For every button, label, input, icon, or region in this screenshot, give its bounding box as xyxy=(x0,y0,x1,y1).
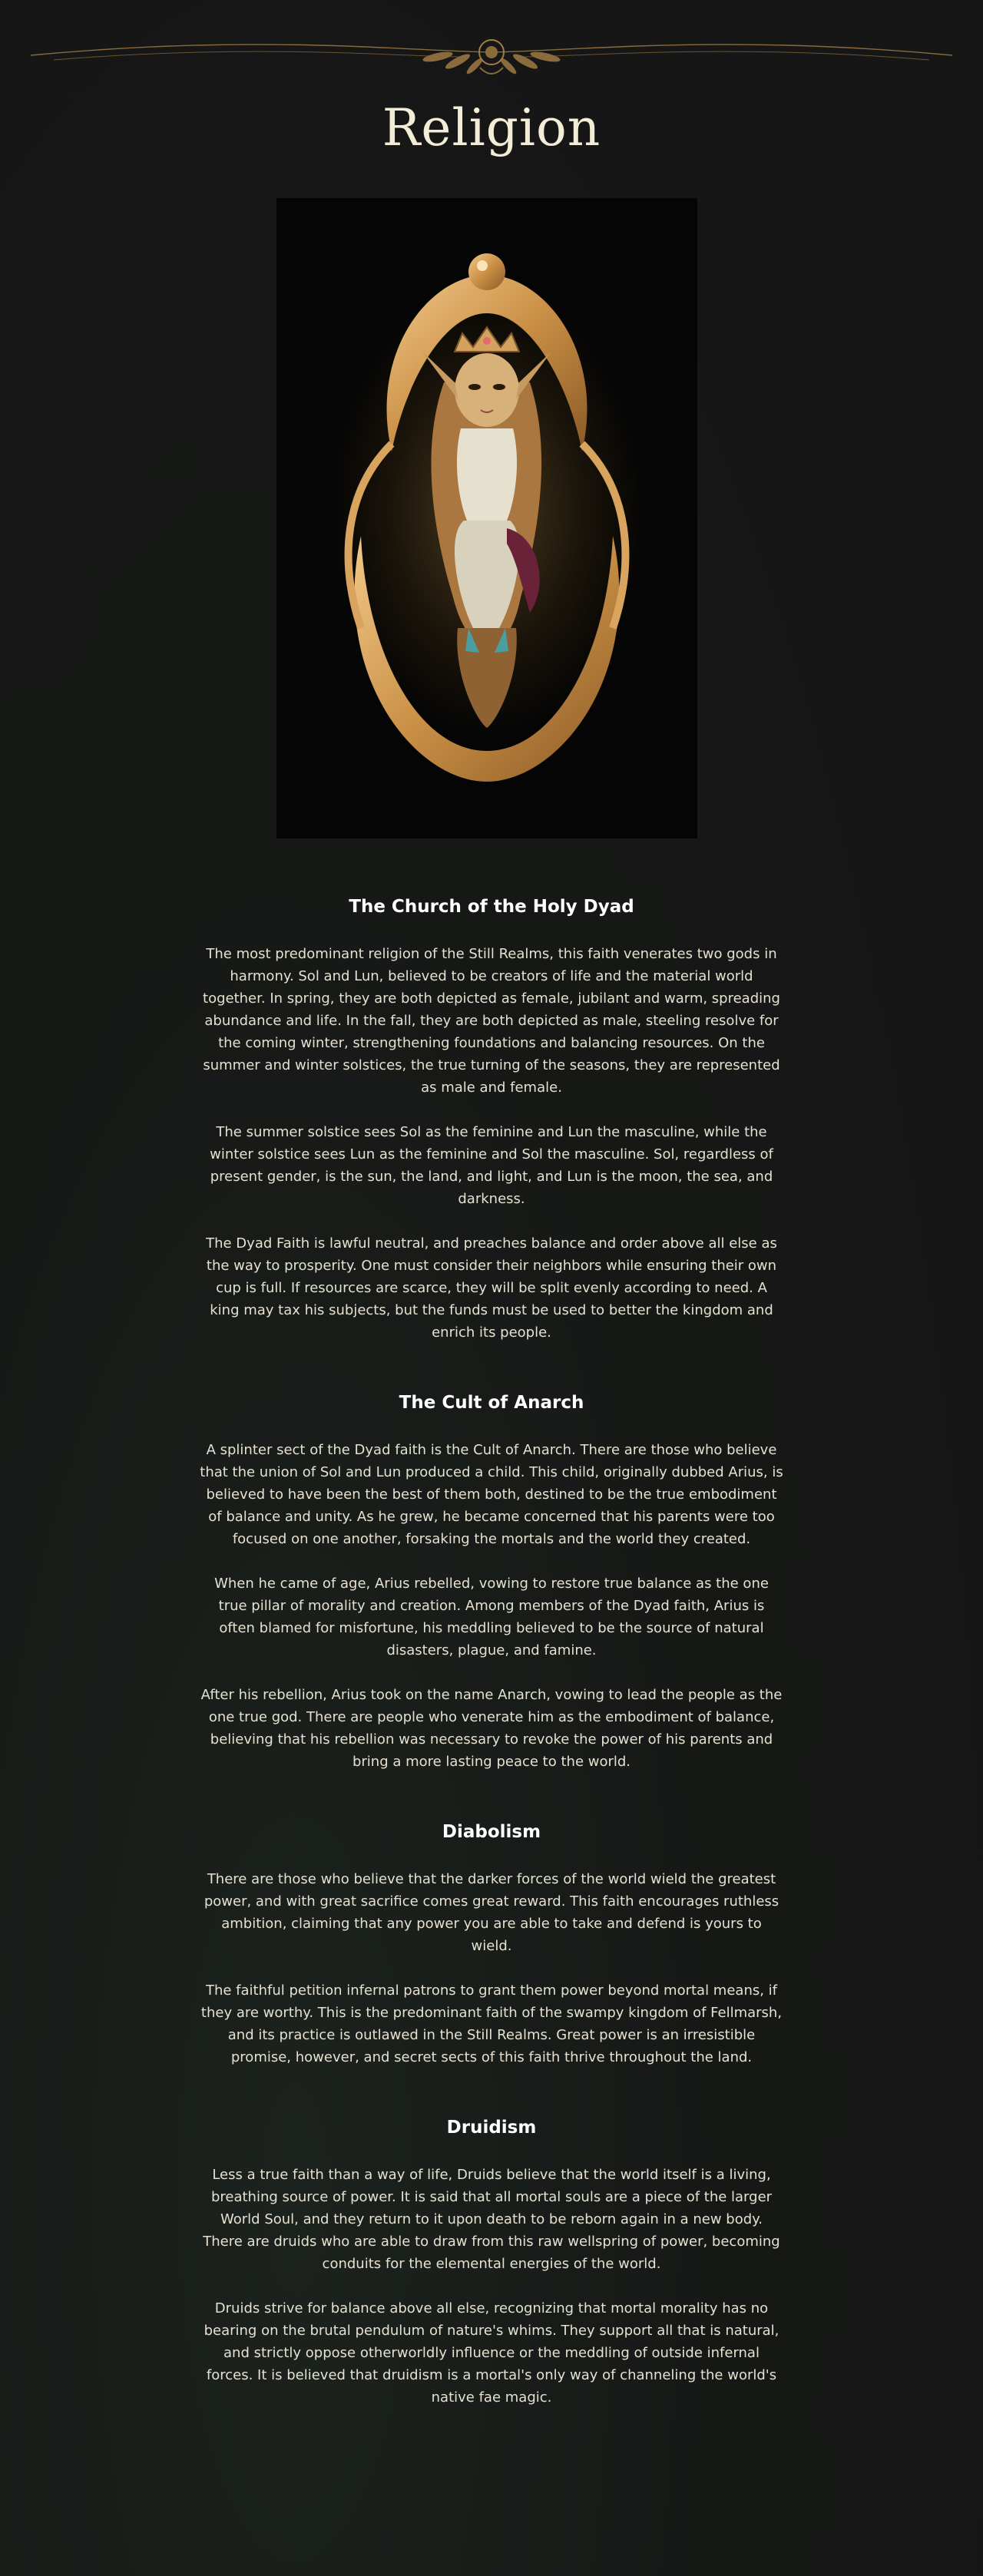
section-title: The Cult of Anarch xyxy=(399,1393,584,1413)
page-title: Religion xyxy=(382,98,601,157)
section-title: Diabolism xyxy=(442,1822,541,1842)
section-church-of-the-holy-dyad xyxy=(200,897,783,1344)
section-cult-of-anarch xyxy=(200,1393,783,1773)
section-paragraph: A splinter sect of the Dyad faith is the Cult of Anarch. There are those who believe that the union of Sol and Lun produced a child. This child, originally dubbed Arius, is believed to have been the best of them both, destined to be the true embodiment of balance and unity. As he grew, he became concerned that his parents were too focused on one another, forsaking the mortals and the world they created. xyxy=(200,1442,783,1547)
section-paragraph: The most predominant religion of the Still Realms, this faith venerates two gods in harmony. Sol and Lun, believed to be creators of life and the material world together. In spring, they are both depicted as female, jubilant and warm, spreading abundance and life. In the fall, they are both depicted as male, steeling resolve for the coming winter, strengthening foundations and balancing resources. On the summer and winter solstices, the true turning of the seasons, they are represented as male and female. xyxy=(203,946,780,1096)
moon-goddess-illustration xyxy=(276,198,697,838)
section-title: Druidism xyxy=(446,2118,537,2138)
section-paragraph: The summer solstice sees Sol as the feminine and Lun the masculine, while the winter solstice sees Lun as the feminine and Sol the masculine. Sol, regardless of present gender, is the sun, the land, and light, and Lun is the moon, the sea, and darkness. xyxy=(210,1124,773,1207)
section-paragraph: Less a true faith than a way of life, Druids believe that the world itself is a living, breathing source of power. It is said that all mortal souls are a piece of the larger World Soul, and they return to it upon death to be reborn again in a new body. There are druids who are able to draw from this raw wellspring of power, becoming conduits for the elemental energies of the world. xyxy=(203,2167,780,2272)
section-paragraph: The Dyad Faith is lawful neutral, and preaches balance and order above all else as the way to prosperity. One must consider their neighbors while ensuring their own cup is full. If resources are scarce, they will be split evenly according to need. A king may tax his subjects, but the funds must be used to better the kingdom and enrich its people. xyxy=(206,1235,777,1341)
header-ornament xyxy=(31,21,952,83)
religion-content xyxy=(200,897,783,2458)
section-diabolism xyxy=(200,1822,783,2068)
section-druidism xyxy=(200,2118,783,2409)
section-paragraph: After his rebellion, Arius took on the name Anarch, vowing to lead the people as the one true god. There are people who venerate him as the embodiment of balance, believing that his rebellion was necessary to revoke the power of his parents and bring a more lasting peace to the world. xyxy=(200,1687,783,1770)
section-paragraph: The faithful petition infernal patrons to grant them power beyond mortal means, if they are worthy. This is the predominant faith of the swampy kingdom of Fellmarsh, and its practice is outlawed in the Still Realms. Great power is an irresistible promise, however, and secret sects of this faith thrive throughout the land. xyxy=(200,1982,783,2065)
section-paragraph: When he came of age, Arius rebelled, vowing to restore true balance as the one true pillar of morality and creation. Among members of the Dyad faith, Arius is often blamed for misfortune, his meddling believed to be the source of natural disasters, plague, and famine. xyxy=(214,1576,769,1658)
section-paragraph: There are those who believe that the darker forces of the world wield the greatest power, and with great sacrifice comes great reward. This faith encourages ruthless ambition, claiming that any power you are able to take and defend is yours to wield. xyxy=(204,1871,779,1954)
section-paragraph: Druids strive for balance above all else, recognizing that mortal morality has no bearing on the brutal pendulum of nature's whims. They support all that is natural, and strictly oppose otherworldly influence or the meddling of outside infernal forces. It is believed that druidism is a mortal's only way of channeling the world's native fae magic. xyxy=(204,2300,779,2406)
section-title: The Church of the Holy Dyad xyxy=(349,897,634,917)
